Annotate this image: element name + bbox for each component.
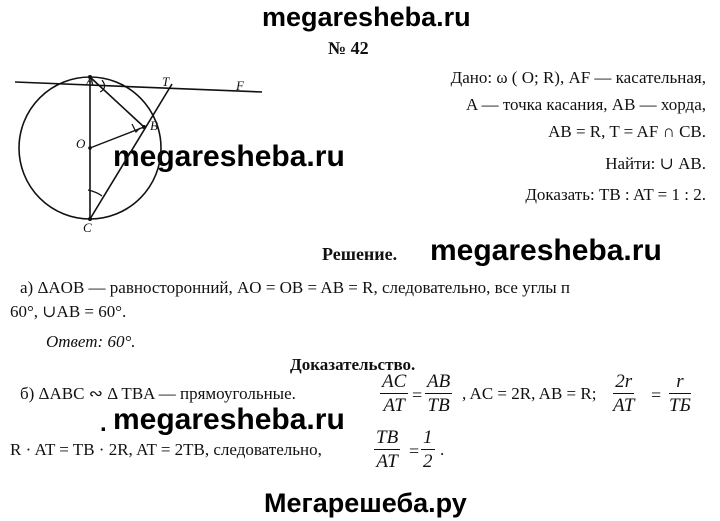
figure-label-b: B [150, 118, 158, 133]
figure-label-o: O [76, 136, 86, 151]
point-o [88, 146, 92, 150]
given-line-1: Дано: ω ( O; R), AF — касательная, [450, 68, 706, 87]
fraction-ac-over-at: $\frac{AC}{AT}$ [382, 371, 407, 416]
figure-label-c: C [83, 220, 92, 235]
fraction-2r-over-at: $\frac{2r}{AT}$ [613, 371, 635, 416]
fraction-one-half: $\frac{1}{2}$ [423, 427, 433, 472]
equals-sign-1: = [412, 385, 423, 405]
figure-label-f: F [236, 78, 244, 93]
tangent-line-af [15, 82, 262, 92]
proof-middle-text: , AC = 2R, AB = R; [462, 384, 597, 403]
given-line-4: Найти: ∪ AB. [605, 154, 706, 173]
answer-line: Ответ: 60°. [46, 332, 136, 351]
watermark-bottom: Мегарешеба.ру [264, 488, 467, 518]
fraction-ab-over-tb: $\frac{AB}{TB}$ [427, 371, 451, 416]
watermark-middle-2: megaresheba.ru [430, 234, 662, 267]
solution-heading: Решение. [322, 244, 398, 264]
watermark-dot: . [100, 410, 107, 437]
proof-line-b: б) ΔABC ∾ Δ TBA — прямоугольные. [20, 384, 296, 403]
solution-line-a: а) ΔAOB — равносторонний, AO = OB = AB = R, следовательно, все углы п [20, 278, 571, 297]
figure-label-a: A [86, 73, 94, 88]
fraction-r-over-tb: r TБ [669, 371, 691, 416]
point-b [142, 125, 146, 129]
problem-number: № 42 [328, 38, 369, 58]
watermark-middle-1: megaresheba.ru [113, 140, 345, 173]
given-line-3: AB = R, T = AF ∩ CB. [548, 122, 706, 141]
proof-line-c: R · AT = TB · 2R, AT = 2TB, следовательно, [10, 440, 322, 459]
watermark-top: megaresheba.ru [262, 2, 471, 32]
proof-heading: Доказательство. [290, 355, 416, 374]
solution-line-a-continued: 60°, ∪AB = 60°. [10, 302, 127, 321]
segment-ab [90, 77, 144, 127]
fraction-tb-over-at: $\frac{TB}{AT}$ [376, 427, 399, 472]
equals-sign-2: = [651, 385, 662, 405]
geometry-figure [0, 68, 275, 243]
watermark-middle-3: megaresheba.ru [113, 403, 345, 436]
equals-sign-3: = [409, 441, 420, 461]
given-line-5: Доказать: TB : AT = 1 : 2. [525, 185, 706, 204]
line-cbt [90, 84, 172, 219]
proof-end-period: . [440, 440, 445, 459]
given-line-2: A — точка касания, AB — хорда, [465, 95, 706, 114]
figure-label-t: T [162, 74, 170, 89]
